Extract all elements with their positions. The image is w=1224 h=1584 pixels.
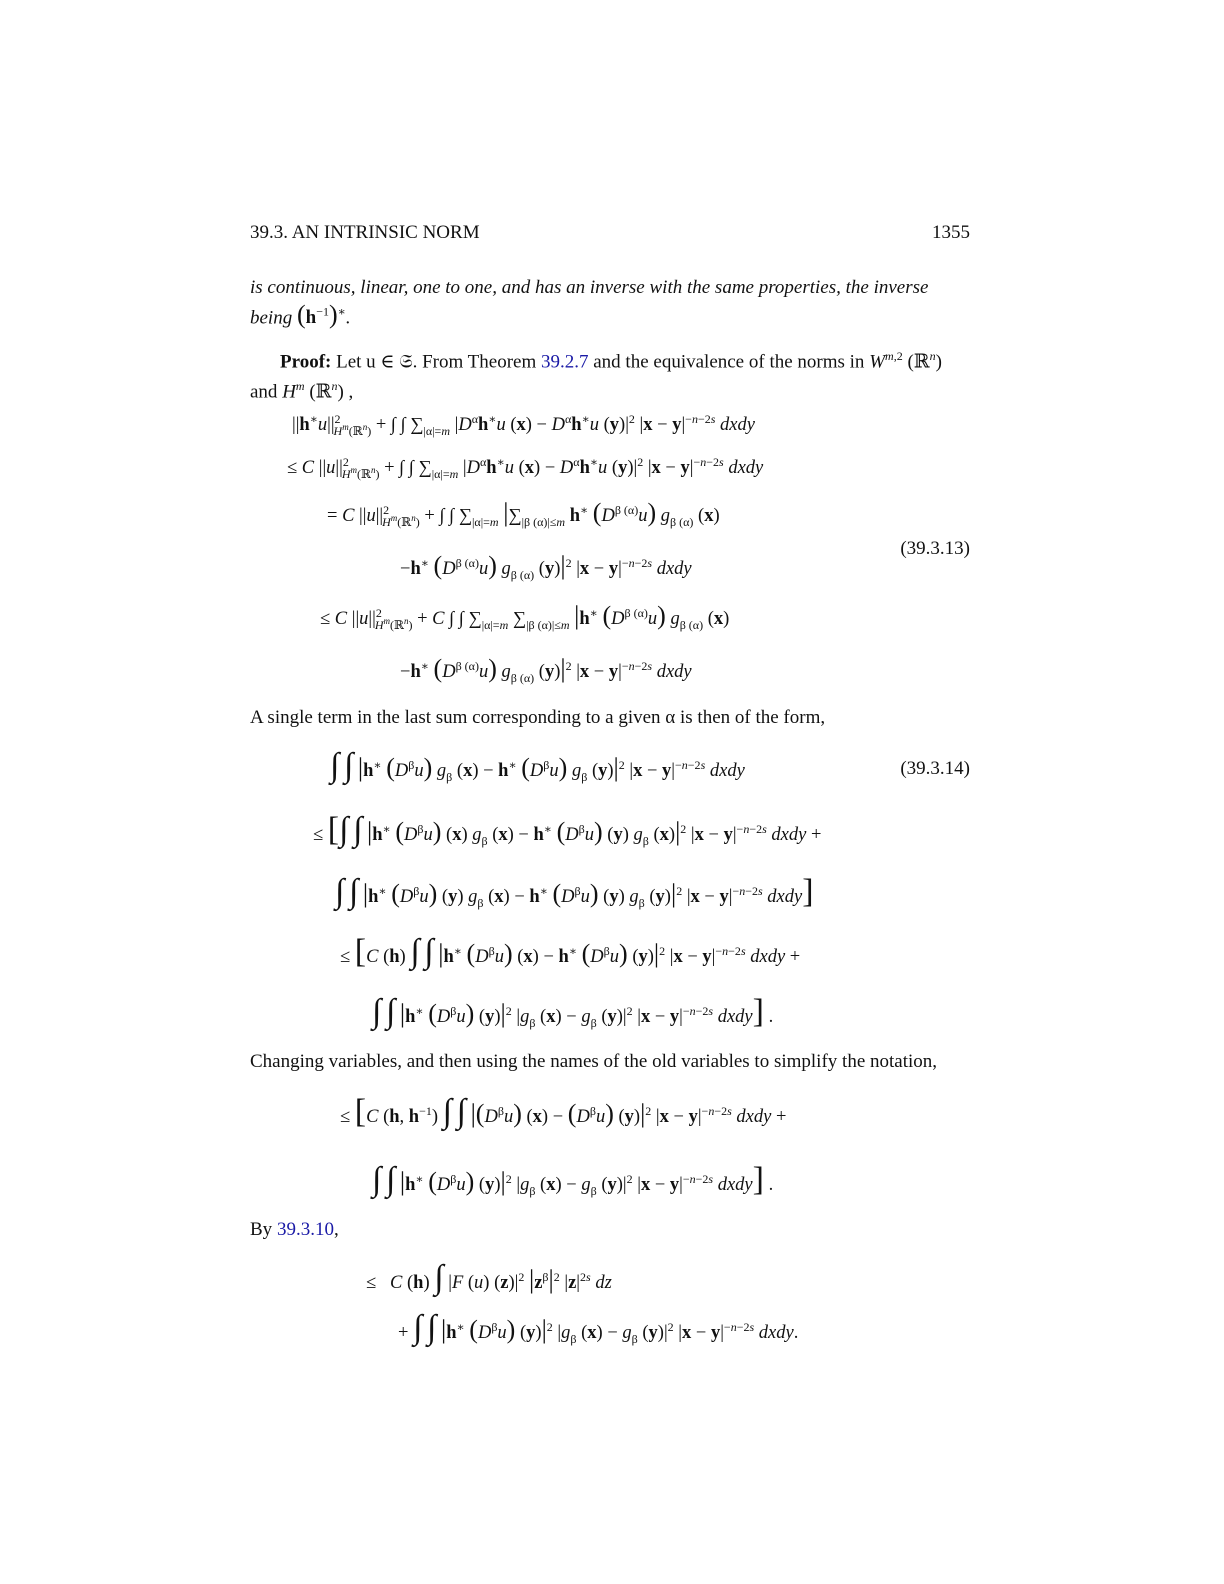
eq14-line-4: ≤ [C (h) ∫ ∫ |h∗ $(D^\beta u) (x) - h^∗$ $(D^\beta u)$ $(y)|^2$ $|x - y|^{-n-2s}$ dxdy +	[340, 933, 801, 971]
changing-variables-paragraph: Changing variables, and then using the names of the old variables to simplify the notation,	[250, 1051, 938, 1072]
eq-line-5: ≤ C $||u||^2_{H^m(ℝ^n)} + C$ ∫ ∫ $\sum_{|\alpha|=m}$ $\sum_{|\beta (\alpha)|\le m}$ |h∗ $(D^{\beta (\alpha)}u)$ $g_{\beta (\alpha)}$ (x)	[320, 601, 730, 632]
eq14-line-3: ∫ ∫ |h∗ $(D^\beta u)$ (y) $g_\beta$ (x) − h∗ $(D^\beta u)$ (y) $g_\beta$ $(y)|^2$ $|x - y|^{-n-2s}$ dxdy]	[335, 873, 814, 911]
eq14-line-2: ≤ [∫ ∫ |h∗ $(D^\beta u)$ (x) $g_\beta$ (x) − h∗ $(D^\beta u)$ (y) $g_\beta$ $(x)|^2$ $|x - y|^{-n-2s}$ dxdy +	[313, 811, 822, 849]
by-reference-line: By 39.3.10,	[250, 1219, 339, 1240]
eq-line-2: ≤ C $||u||^2_{H^m(ℝ^n)}$ + ∫ ∫ $\sum_{|\alpha|=m}$ $|D^\alpha h^∗u$ $(x) - D^\alpha h^∗u$ $(y)|^2$ $|x - y|^{-n-2s}$ dxdy	[287, 455, 764, 481]
page-number: 1355	[932, 222, 970, 243]
eq-number-13: (39.3.13)	[900, 538, 970, 559]
eq-cv-line-1: ≤ [C (h, $h^{-1}$) ∫ ∫ $|(D^\beta u) (x) - (D^\beta u)$ $(y)|^2$ $|x - y|^{-n-2s}$ dxdy +	[340, 1093, 787, 1131]
equation-link[interactable]: 39.3.10	[276, 1219, 334, 1240]
proof-label: Proof:	[280, 351, 332, 373]
eq-final-line-1: ≤ C (h) ∫ |F (u) $(z)|^2$ $|z^\beta|^2$ $|z|^{2s}$ dz	[366, 1259, 612, 1297]
eq-line-6: −h∗ $(D^{\beta (\alpha)}u)$ $g_{\beta (\alpha)}$ $(y)|^2$ $|x - y|^{-n-2s}$ dxdy	[400, 654, 692, 685]
proof-text-1: Let u ∈ 𝔖. From Theorem	[336, 351, 537, 373]
eq14-line-1: ∫ ∫ |h∗ $(D^\beta u)$ $g_\beta$ (x) − h∗ $(D^\beta u)$ $g_\beta$ $(y)|^2$ $|x - y|^{-n-2s}$ dxdy	[330, 747, 745, 785]
eq-line-1: $||h^∗u||^2_{H^m(ℝ^n)}$ + ∫ ∫ $\sum_{|\alpha|=m}$ $|D^\alpha h^∗u$ $(x) - D^\alpha h^∗u$ $(y)|^2$ $|x - y|^{-n-2s}$ dxdy	[292, 412, 755, 438]
eq-number-14: (39.3.14)	[900, 758, 970, 779]
section-title: 39.3. AN INTRINSIC NORM	[250, 222, 480, 243]
proof-intro	[250, 344, 970, 405]
theorem-line-1: is continuous, linear, one to one, and has an inverse with the same properties, the inverse	[250, 277, 929, 298]
proof-line-2: and $H^m$ (ℝ$^n$) ,	[250, 379, 354, 403]
eq-final-line-2: + ∫ ∫ |h∗ $(D^\beta u)$ $(y)|^2$ $|g_\beta$ $(x) - g_\beta$ $(y)|^2$ $|x - y|^{-n-2s}$ dxdy.	[398, 1309, 799, 1347]
proof-text-2: and the equivalence of the norms in	[593, 351, 865, 373]
eq-line-4: −h∗ $(D^{\beta (\alpha)}u)$ $g_{\beta (\alpha)}$ $(y)|^2$ $|x - y|^{-n-2s}$ dxdy	[400, 551, 692, 582]
proof-line-2-text: and	[250, 381, 278, 403]
theorem-line-2: being $(h^{-1})^∗$.	[250, 300, 351, 330]
eq14-line-5: ∫ ∫ |h∗ $(D^\beta u)$ $(y)|^2$ $|g_\beta$ $(x) - g_\beta$ $(y)|^2$ $|x - y|^{-n-2s}$ dxdy] .	[372, 993, 774, 1031]
theorem-line-2-prefix: being	[250, 307, 293, 329]
eq-line-3: = C $||u||^2_{H^m(ℝ^n)}$ + ∫ ∫ $\sum_{|\alpha|=m}$ $|\sum_{|\beta (\alpha)|\le m}$ h∗ $(D^{\beta (\alpha)}u)$ $g_{\beta (\alpha)}$ (x)	[327, 498, 720, 529]
theorem-link[interactable]: 39.2.7	[541, 351, 589, 373]
eq-cv-line-2: ∫ ∫ |h∗ $(D^\beta u)$ $(y)|^2$ $|g_\beta$ $(x) - g_\beta$ $(y)|^2$ $|x - y|^{-n-2s}$ dxdy] .	[372, 1161, 774, 1199]
single-term-paragraph: A single term in the last sum corresponding to a given α is then of the form,	[250, 707, 826, 728]
theorem-tail	[250, 276, 970, 330]
proof-line-1: Proof: Let u ∈ 𝔖. From Theorem 39.2.7 and the equivalence of the norms in W$^{m,2}$ (ℝ$^n$)	[280, 349, 942, 373]
by-prefix: By	[250, 1219, 273, 1240]
